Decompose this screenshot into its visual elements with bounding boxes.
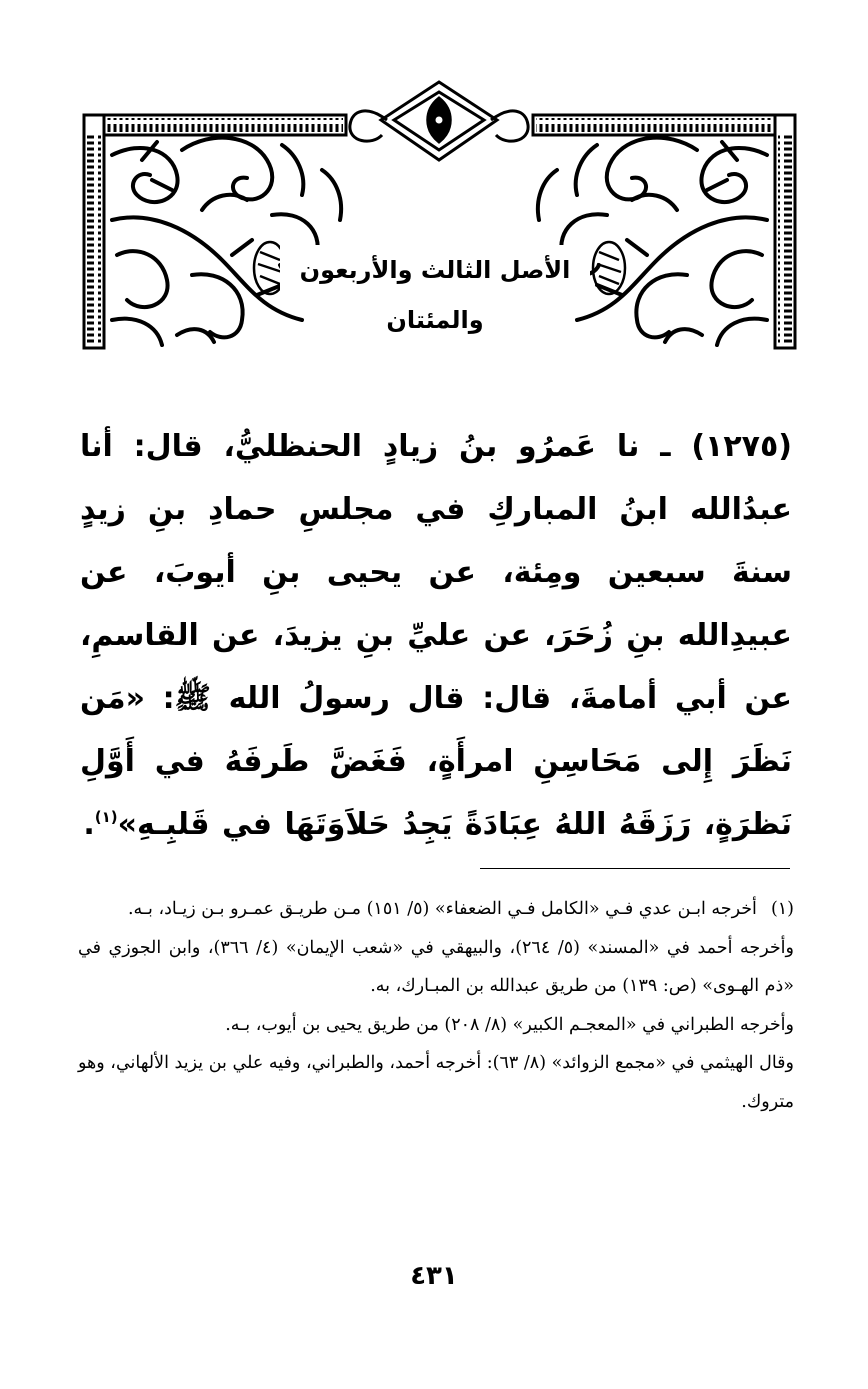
footnote-1-text: أخرجه ابـن عدي فـي «الكامل فـي الضعفاء» (٥/ ١٥١) مـن طريـق عمـرو بـن زيـاد، بـه.: [127, 899, 757, 919]
hadith-end-period: .: [83, 807, 95, 842]
central-medallion: [350, 82, 528, 160]
chapter-title: الأصل الثالث والأربعون والمئتان: [280, 245, 590, 295]
right-arabesque: [538, 138, 767, 345]
footnote-reference[interactable]: (١): [94, 808, 118, 826]
footnote-paragraph-2: وأخرجه أحمد في «المسند» (٥/ ٢٦٤)، والبيهقي في «شعب الإيمان» (٤/ ٣٦٦)، وابن الجوزي في «ذم الهـوى» (ص: ١٣٩) من طريق عبدالله بن المبـارك، به.: [78, 937, 794, 996]
left-arabesque: [112, 138, 341, 345]
hadith-body: [80, 415, 792, 856]
footnote-1-mark: (١): [770, 899, 794, 919]
footnote-separator: [480, 868, 790, 869]
footnote-1: [78, 890, 794, 929]
hadith-text: ـ نا عَمرُو بنُ زيادٍ الحنظليُّ، قال: أنا عبدُالله ابنُ المباركِ في مجلسِ حمادِ بنِ زيدٍ سنةَ سبعين ومِئة، عن يحيى بنِ أيوبَ، عن عبيدِالله بنِ زُحَرَ، عن عليِّ بنِ يزيدَ، عن القاسمِ، عن أبي أمامةَ، قال: قال رسولُ الله ﷺ: «مَن نَظَرَ إِلى مَحَاسِنِ امرأَةٍ، فَغَضَّ طَرفَهُ في أَوَّلِ نَظرَةٍ، رَزَقَهُ اللهُ عِبَادَةً يَجِدُ حَلاَوَتَهَا في قَلبِـهِ»: [80, 429, 792, 842]
footnotes: [78, 890, 794, 1121]
footnote-paragraph-4: وقال الهيثمي في «مجمع الزوائد» (٨/ ٦٣): أخرجه أحمد، والطبراني، وفيه علي بن يزيد الألهاني، وهو متروك.: [78, 1053, 794, 1112]
footnote-paragraph-3: وأخرجه الطبراني في «المعجـم الكبير» (٨/ ٢٠٨) من طريق يحيى بن أيوب، بـه.: [225, 1014, 794, 1035]
hadith-number: (١٢٧٥): [691, 429, 792, 464]
page-number: ٤٣١: [410, 1261, 458, 1291]
